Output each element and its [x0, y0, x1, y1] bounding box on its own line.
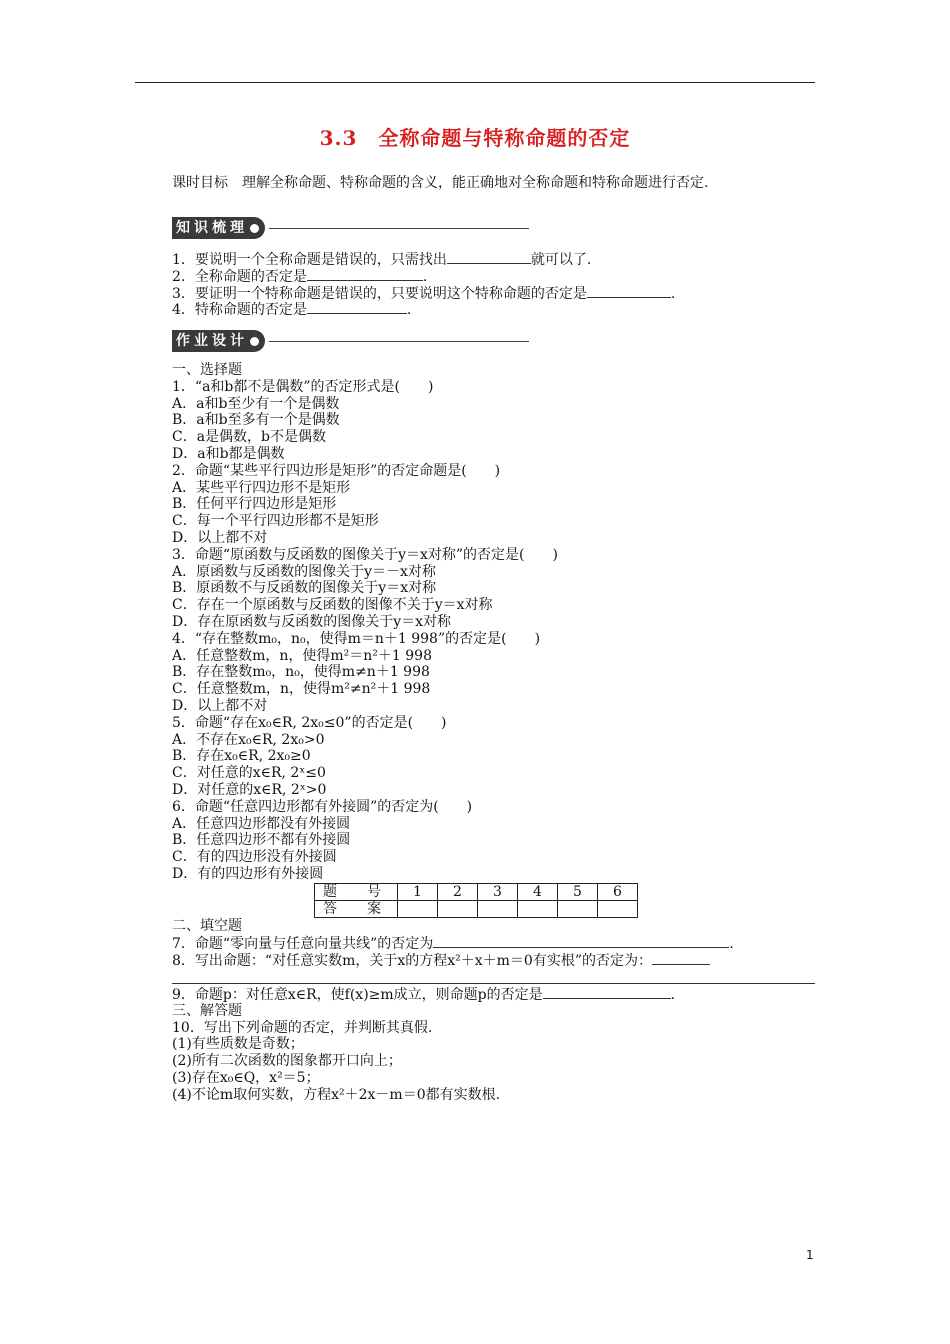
option-line: B．任意四边形不都有外接圆: [172, 832, 351, 849]
option-line: B．存在x₀∈R, 2x₀≥0: [172, 748, 311, 765]
question-line: 2．命题“某些平行四边形是矩形”的否定命题是( ): [172, 462, 501, 479]
sub-question: (2)所有二次函数的图象都开口向上；: [172, 1053, 402, 1070]
page-number: 1: [806, 1248, 814, 1262]
lesson-objective: [172, 172, 708, 192]
option-line: A．不存在x₀∈R, 2x₀>0: [172, 731, 325, 748]
question-number: 1: [398, 884, 438, 901]
option-line: B．原函数不与反函数的图像关于y＝x对称: [172, 580, 437, 597]
option-line: A．a和b至少有一个是偶数: [172, 395, 340, 412]
option-line: B．存在整数m₀，n₀，使得m≠n＋1 998: [172, 664, 430, 681]
banner-label: 作业设计: [176, 333, 248, 349]
section-banner-knowledge: [172, 217, 529, 239]
section-heading: 二、填空题: [172, 918, 242, 934]
option-line: B．任何平行四边形是矩形: [172, 496, 337, 513]
question-number: 6: [598, 884, 638, 901]
question-number: 3: [478, 884, 518, 901]
option-line: B．a和b至多有一个是偶数: [172, 412, 340, 429]
option-line: C．对任意的x∈R, 2ˣ≤0: [172, 765, 326, 782]
option-line: A．任意四边形都没有外接圆: [172, 815, 351, 832]
row-header: 题 号: [315, 884, 398, 901]
option-line: A．原函数与反函数的图像关于y＝－x对称: [172, 563, 436, 580]
answer-cell[interactable]: [438, 901, 478, 918]
fill-questions: [172, 918, 817, 968]
section-banner-homework: [172, 330, 529, 352]
section-heading: 三、解答题: [172, 1002, 242, 1019]
knowledge-list: [172, 251, 817, 318]
objective-text: 理解全称命题、特称命题的含义，能正确地对全称命题和特称命题进行否定.: [242, 175, 709, 191]
banner-rule: [269, 228, 529, 229]
answer-blank[interactable]: [652, 952, 710, 965]
option-line: D．以上都不对: [172, 697, 268, 714]
row-header: 答 案: [315, 901, 398, 918]
sub-question: (1)有些质数是奇数；: [172, 1036, 304, 1053]
question-number: 4: [518, 884, 558, 901]
option-line: D．以上都不对: [172, 529, 268, 546]
question-number: 2: [438, 884, 478, 901]
option-line: C．有的四边形没有外接圆: [172, 849, 337, 866]
objective-label: 课时目标: [172, 175, 228, 191]
question-line: 8．写出命题：“对任意实数m，关于x的方程x²＋x＋m＝0有实根”的否定为：: [172, 952, 817, 969]
answer-cell[interactable]: [518, 901, 558, 918]
bullet-dot-icon: [250, 224, 259, 233]
question-line: 3．命题“原函数与反函数的图像关于y＝x对称”的否定是( ): [172, 546, 558, 563]
question-line: 6．命题“任意四边形都有外接圆”的否定为( ): [172, 798, 473, 815]
answer-blank[interactable]: [307, 268, 423, 281]
question-line: 7．命题“零向量与任意向量共线”的否定为 .: [172, 935, 734, 952]
choice-questions: [172, 362, 817, 883]
question-line: 9．命题p：对任意x∈R，使f(x)≥m成立，则命题p的否定是 .: [172, 987, 676, 1003]
option-line: C．a是偶数，b不是偶数: [172, 429, 327, 446]
option-line: C．任意整数m，n，使得m²≠n²＋1 998: [172, 681, 431, 698]
answer-cell[interactable]: [478, 901, 518, 918]
answer-table: [314, 883, 638, 918]
option-line: D．有的四边形有外接圆: [172, 865, 324, 882]
answer-cell[interactable]: [398, 901, 438, 918]
header-rule: [135, 82, 815, 83]
option-line: C．存在一个原函数与反函数的图像不关于y＝x对称: [172, 597, 493, 614]
banner-label: 知识梳理: [176, 220, 248, 236]
answer-blank[interactable]: [307, 301, 407, 314]
question-line: 5．命题“存在x₀∈R, 2x₀≤0”的否定是( ): [172, 714, 447, 731]
option-line: D．存在原函数与反函数的图像关于y＝x对称: [172, 613, 452, 630]
page-title: 3.3 全称命题与特称命题的否定: [319, 126, 631, 150]
answer-blank[interactable]: [433, 935, 729, 948]
knowledge-item: 4．特称命题的否定是 .: [172, 302, 412, 319]
bullet-dot-icon: [250, 337, 259, 346]
knowledge-item: 1．要说明一个全称命题是错误的，只需找出 就可以了.: [172, 252, 592, 268]
answer-blank[interactable]: [447, 251, 531, 264]
option-line: D．a和b都是偶数: [172, 445, 285, 462]
answer-cell[interactable]: [598, 901, 638, 918]
knowledge-item: 3．要证明一个特称命题是错误的，只要说明这个特称命题的否定是 .: [172, 285, 676, 302]
answer-blank[interactable]: [543, 986, 671, 999]
option-line: C．每一个平行四边形都不是矩形: [172, 513, 379, 530]
option-line: D．对任意的x∈R, 2ˣ>0: [172, 781, 327, 798]
option-line: A．任意整数m，n，使得m²＝n²＋1 998: [172, 647, 432, 664]
answer-cell[interactable]: [558, 901, 598, 918]
table-row: [315, 884, 638, 901]
section-heading: 一、选择题: [172, 362, 242, 378]
question-line: 10．写出下列命题的否定，并判断其真假.: [172, 1019, 433, 1036]
answer-blank[interactable]: [587, 285, 671, 298]
sub-question: (4)不论m取何实数，方程x²＋2x－m＝0都有实数根.: [172, 1086, 501, 1103]
fill-questions-continued: [172, 986, 817, 1104]
banner-rule: [269, 341, 529, 342]
sub-question: (3)存在x₀∈Q，x²＝5；: [172, 1069, 320, 1086]
question-number: 5: [558, 884, 598, 901]
option-line: A．某些平行四边形不是矩形: [172, 479, 351, 496]
knowledge-item: 2．全称命题的否定是 .: [172, 268, 428, 285]
answer-blank-continuation[interactable]: [172, 983, 815, 984]
table-row: [315, 901, 638, 918]
question-line: 1．“a和b都不是偶数”的否定形式是( ): [172, 378, 434, 395]
question-line: 4．“存在整数m₀，n₀，使得m＝n＋1 998”的否定是( ): [172, 630, 541, 647]
